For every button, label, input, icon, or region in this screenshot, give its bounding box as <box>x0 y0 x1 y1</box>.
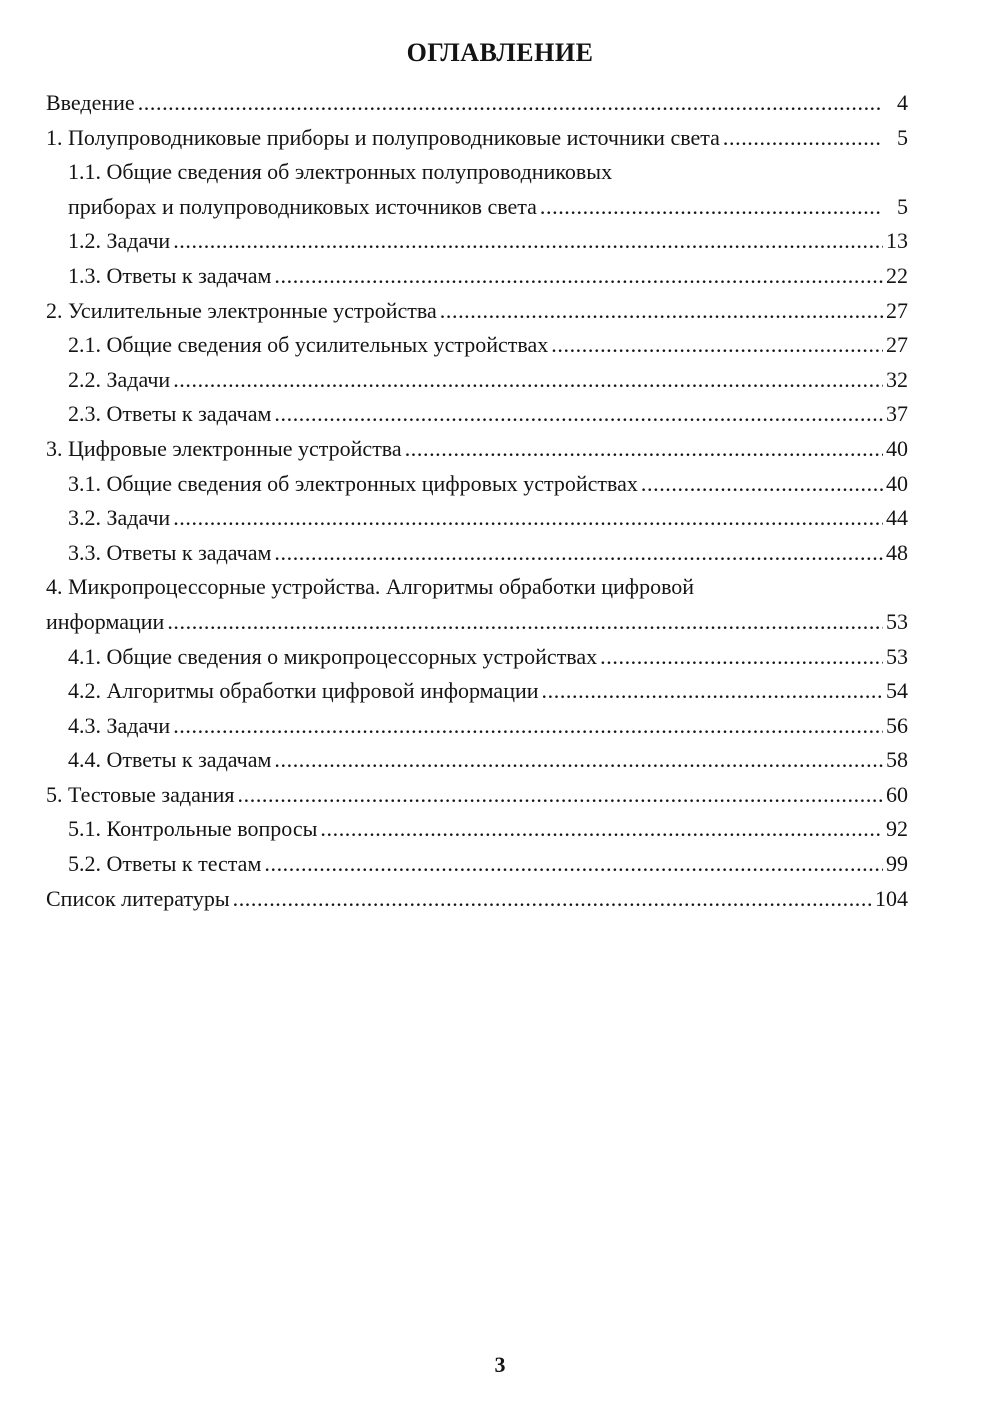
toc-entry-page: 5 <box>897 193 908 219</box>
toc-entry-text: 5.2. Ответы к тестам <box>68 851 262 877</box>
toc-entry <box>46 812 908 847</box>
toc-entry <box>46 397 908 432</box>
toc-entry-line-1 <box>46 155 908 190</box>
toc-entry <box>46 882 908 917</box>
toc-entry-page: 22 <box>886 262 908 288</box>
toc-entry-text-continued: информации <box>46 608 165 634</box>
toc-entry-page: 53 <box>886 608 908 634</box>
toc-entry-text: 2. Усилительные электронные устройства <box>46 297 437 323</box>
toc-entry <box>46 190 908 225</box>
toc-entry-page: 13 <box>886 228 908 254</box>
dot-leader <box>173 501 883 536</box>
toc-entry-text: 3.1. Общие сведения об электронных цифровых устройствах <box>68 470 638 496</box>
toc-entry <box>46 847 908 882</box>
toc-entry-line-1 <box>46 570 908 605</box>
toc-entry <box>46 605 908 640</box>
toc-entry <box>46 778 908 813</box>
dot-leader <box>173 224 883 259</box>
toc-entry-text: 1.1. Общие сведения об электронных полупроводниковых <box>68 159 613 185</box>
table-of-contents <box>46 86 908 916</box>
toc-entry-text: 4.4. Ответы к задачам <box>68 747 272 773</box>
toc-entry-page: 99 <box>886 851 908 877</box>
page-number: 3 <box>494 1352 506 1377</box>
dot-leader <box>138 86 883 121</box>
toc-entry-text: 2.2. Задачи <box>68 366 171 392</box>
dot-leader <box>274 397 883 432</box>
toc-entry <box>46 709 908 744</box>
toc-entry-text: 1.2. Задачи <box>68 228 171 254</box>
toc-entry-page: 104 <box>875 885 908 911</box>
toc-entry-text: Введение <box>46 90 135 115</box>
toc-entry <box>46 121 908 156</box>
toc-entry <box>46 432 908 467</box>
toc-entry-page: 54 <box>886 678 908 704</box>
toc-entry <box>46 536 908 571</box>
toc-entry-text-continued: приборах и полупроводниковых источников света <box>68 193 537 219</box>
toc-entry-text: 3.2. Задачи <box>68 505 171 531</box>
dot-leader <box>440 294 883 329</box>
dot-leader <box>641 467 883 502</box>
dot-leader <box>551 328 883 363</box>
toc-entry <box>46 294 908 329</box>
dot-leader <box>600 640 883 675</box>
toc-entry <box>46 259 908 294</box>
toc-entry <box>46 674 908 709</box>
toc-entry-page: 60 <box>886 781 908 807</box>
toc-entry-text: 3. Цифровые электронные устройства <box>46 435 402 461</box>
toc-entry-text: Список литературы <box>46 885 230 911</box>
toc-entry <box>46 467 908 502</box>
toc-entry <box>46 501 908 536</box>
toc-entry-text: 4.2. Алгоритмы обработки цифровой информации <box>68 678 539 704</box>
toc-entry <box>46 743 908 778</box>
toc-entry-text: 5. Тестовые задания <box>46 781 235 807</box>
toc-entry-text: 1.3. Ответы к задачам <box>68 262 272 288</box>
dot-leader <box>173 709 883 744</box>
toc-entry <box>46 640 908 675</box>
dot-leader <box>274 536 883 571</box>
toc-entry-page: 56 <box>886 712 908 738</box>
dot-leader <box>542 674 883 709</box>
toc-entry-page: 53 <box>886 643 908 669</box>
dot-leader <box>238 778 883 813</box>
toc-entry-text: 4. Микропроцессорные устройства. Алгоритмы обработки цифровой <box>46 574 695 600</box>
toc-entry-text: 4.1. Общие сведения о микропроцессорных устройствах <box>68 643 598 669</box>
toc-entry-text: 5.1. Контрольные вопросы <box>68 816 318 842</box>
toc-entry-page: 5 <box>897 124 908 150</box>
toc-entry-page: 40 <box>886 435 908 461</box>
toc-entry <box>46 86 908 121</box>
toc-entry-text: 4.3. Задачи <box>68 712 171 738</box>
toc-entry-page: 40 <box>886 470 908 496</box>
toc-entry-page: 48 <box>886 539 908 565</box>
toc-entry-text: 3.3. Ответы к задачам <box>68 539 272 565</box>
toc-entry <box>46 328 908 363</box>
dot-leader <box>173 363 883 398</box>
toc-entry-text: 2.1. Общие сведения об усилительных устройствах <box>68 332 549 358</box>
toc-entry <box>46 224 908 259</box>
toc-entry-page: 58 <box>886 747 908 773</box>
toc-entry-page: 4 <box>897 90 908 115</box>
toc-entry-page: 27 <box>886 332 908 358</box>
dot-leader <box>264 847 883 882</box>
toc-entry-text: 1. Полупроводниковые приборы и полупроводниковые источники света <box>46 124 720 150</box>
dot-leader <box>405 432 883 467</box>
toc-entry-page: 92 <box>886 816 908 842</box>
toc-entry-page: 37 <box>886 401 908 427</box>
toc-entry-page: 44 <box>886 505 908 531</box>
toc-entry-text: 2.3. Ответы к задачам <box>68 401 272 427</box>
dot-leader <box>167 605 883 640</box>
dot-leader <box>723 121 883 156</box>
dot-leader <box>274 743 883 778</box>
dot-leader <box>274 259 883 294</box>
toc-entry-page: 32 <box>886 366 908 392</box>
toc-entry <box>46 363 908 398</box>
toc-title: ОГЛАВЛЕНИЕ <box>406 38 594 67</box>
toc-entry-page: 27 <box>886 297 908 323</box>
dot-leader <box>540 190 883 225</box>
dot-leader <box>320 812 883 847</box>
dot-leader <box>233 882 872 917</box>
